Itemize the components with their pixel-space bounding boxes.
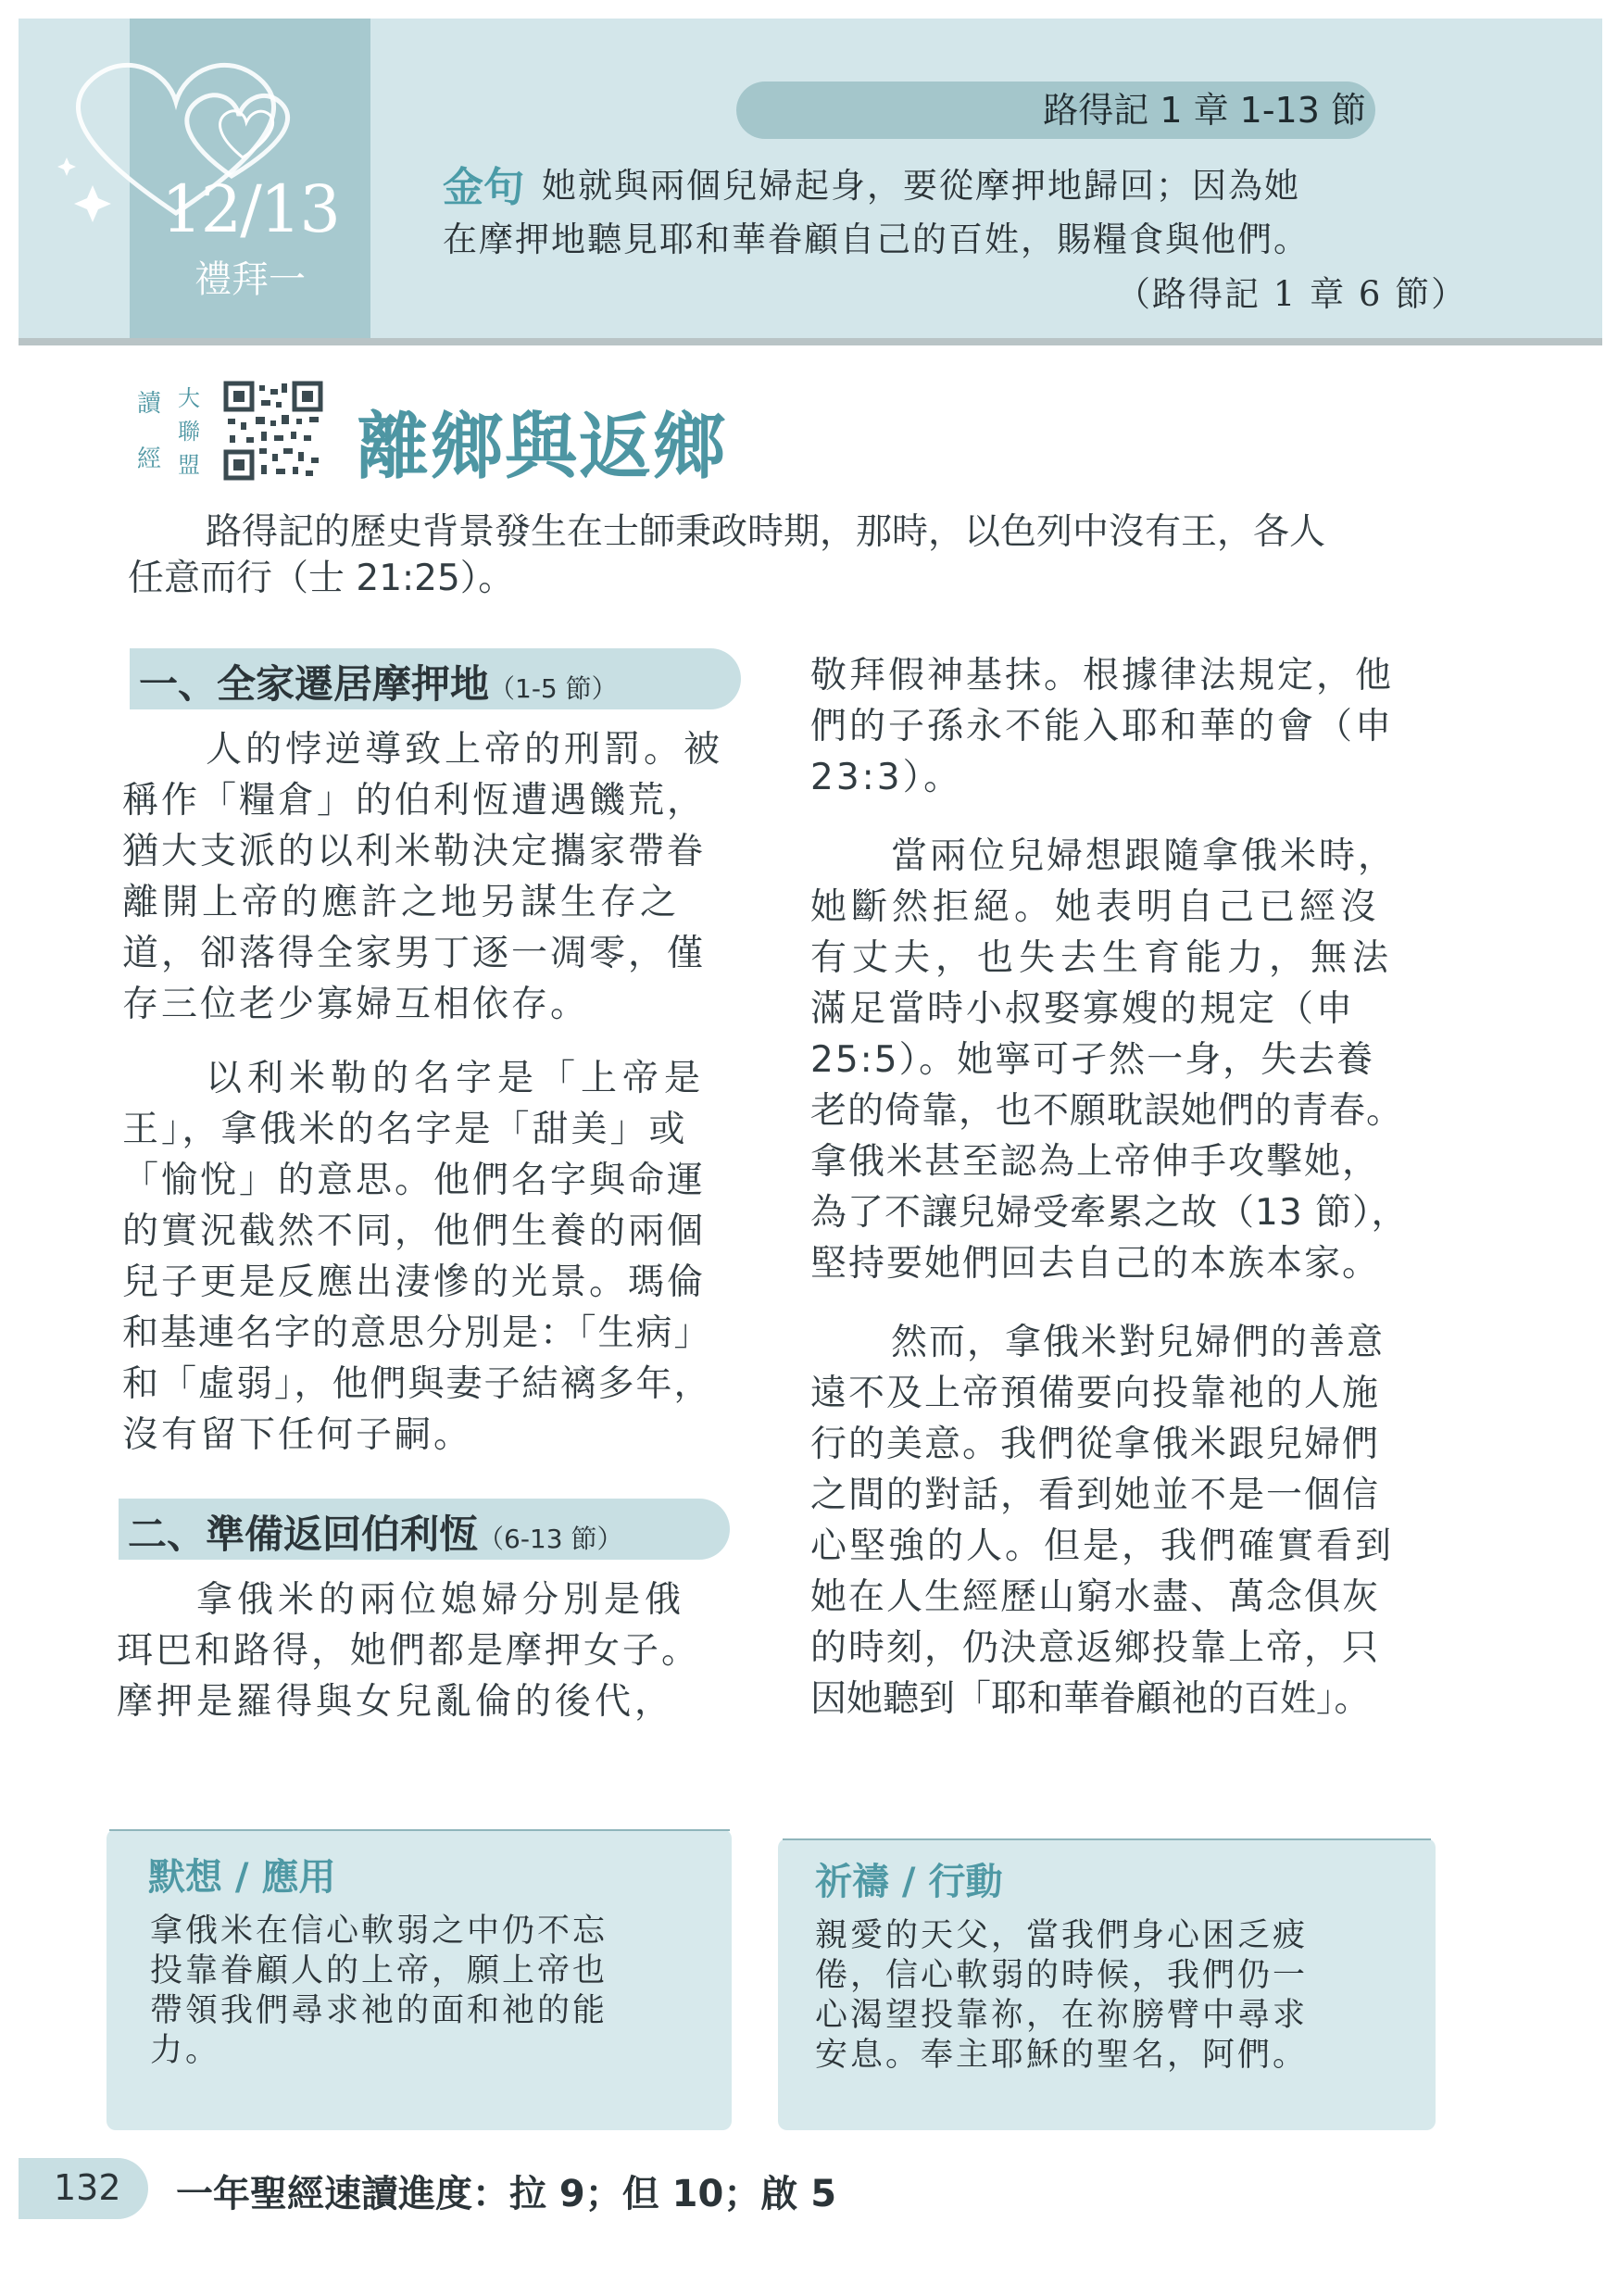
page-number: 132 <box>54 2167 121 2208</box>
body-line: 的實況截然不同，他們生養的兩個 <box>122 1211 707 1252</box>
meditation-title: 默想 / 應用 <box>148 1856 336 1899</box>
qr-code-icon[interactable] <box>222 380 324 482</box>
body-line: 猶大支派的以利米勒決定攜家帶眷 <box>122 831 707 872</box>
body-line: 然而，拿俄米對兒婦們的善意 <box>891 1322 1386 1363</box>
qr-label: 盟 <box>178 452 200 478</box>
body-line: 有丈夫，也失去生育能力，無法 <box>810 937 1395 979</box>
meditation-line: 投靠眷顧人的上帝，願上帝也 <box>150 1952 608 1989</box>
body-line: 以利米勒的名字是「上帝是 <box>206 1058 707 1099</box>
qr-label: 經 <box>137 445 162 473</box>
body-line: 堅持要她們回去自己的本族本家。 <box>810 1243 1381 1285</box>
qr-label: 聯 <box>178 419 200 445</box>
scripture-ref: 路得記 1 章 1-13 節 <box>1043 90 1366 131</box>
page-title: 離鄉與返鄉 <box>357 405 728 489</box>
box-divider <box>109 1829 730 1831</box>
body-line: 遠不及上帝預備要向投靠祂的人施 <box>810 1373 1381 1414</box>
section-heading: 二、準備返回伯利恆（6-13 節） <box>128 1512 623 1557</box>
body-line: 當兩位兒婦想跟隨拿俄米時， <box>891 835 1398 877</box>
body-line: 人的悖逆導致上帝的刑罰。被 <box>206 729 724 771</box>
body-line: 滿足當時小叔娶寡嫂的規定（申 <box>810 988 1356 1030</box>
body-line: 拿俄米的兩位媳婦分別是俄 <box>196 1579 686 1621</box>
body-line: 心堅強的人。但是，我們確實看到 <box>810 1525 1395 1567</box>
body-line: 道，卻落得全家男丁逐一凋零，僅 <box>122 933 707 974</box>
section-heading: 一、全家遷居摩押地（1-5 節） <box>139 661 618 707</box>
body-line: 的時刻，仍決意返鄉投靠上帝，只 <box>810 1627 1381 1669</box>
body-line: 她斷然拒絕。她表明自己已經沒 <box>810 886 1382 928</box>
body-line: 和基連名字的意思分別是：「生病」 <box>122 1312 712 1354</box>
body-line: 23:3）。 <box>810 757 963 798</box>
body-line: 存三位老少寡婦互相依存。 <box>122 984 590 1025</box>
header-divider <box>19 338 1602 345</box>
intro-line: 任意而行（士 21:25）。 <box>128 558 515 599</box>
qr-label: 讀 <box>137 390 162 418</box>
intro-line: 路得記的歷史背景發生在士師秉政時期，那時，以色列中沒有王，各人 <box>206 511 1326 553</box>
meditation-line: 力。 <box>150 2032 221 2069</box>
prayer-line: 倦，信心軟弱的時候，我們仍一 <box>815 1957 1309 1994</box>
body-line: 珥巴和路得，她們都是摩押女子。 <box>117 1630 701 1672</box>
box-divider <box>783 1838 1431 1840</box>
body-line: 們的子孫永不能入耶和華的會（申 <box>810 706 1395 747</box>
date: 12/13 <box>161 171 339 247</box>
body-line: 離開上帝的應許之地另謀生存之 <box>122 882 681 923</box>
reading-progress: 一年聖經速讀進度：拉 9；但 10；啟 5 <box>176 2173 837 2215</box>
body-line: 行的美意。我們從拿俄米跟兒婦們 <box>810 1424 1381 1465</box>
prayer-title: 祈禱 / 行動 <box>815 1861 1003 1903</box>
body-line: 老的倚靠，也不願耽誤她們的青春。 <box>810 1090 1404 1132</box>
prayer-line: 安息。奉主耶穌的聖名，阿們。 <box>815 2037 1309 2074</box>
body-line: 她在人生經歷山窮水盡、萬念俱灰 <box>810 1576 1381 1618</box>
golden-verse-label: 金句 <box>443 164 524 211</box>
body-line: 因她聽到「耶和華眷顧祂的百姓」。 <box>810 1678 1371 1720</box>
meditation-line: 拿俄米在信心軟弱之中仍不忘 <box>150 1913 608 1950</box>
meditation-line: 帶領我們尋求祂的面和祂的能 <box>150 1992 608 2029</box>
body-line: 摩押是羅得與女兒亂倫的後代， <box>117 1681 675 1723</box>
body-line: 拿俄米甚至認為上帝伸手攻擊她， <box>810 1141 1381 1183</box>
body-line: 稱作「糧倉」的伯利恆遭遇饑荒， <box>122 780 707 822</box>
body-line: 和「虛弱」，他們與妻子結褵多年， <box>122 1363 712 1405</box>
body-line: 「愉悅」的意思。他們名字與命運 <box>122 1160 707 1201</box>
qr-label: 大 <box>178 385 200 411</box>
prayer-line: 心渴望投靠祢，在祢膀臂中尋求 <box>815 1997 1309 2034</box>
body-line: 為了不讓兒婦受牽累之故（13 節）， <box>810 1192 1409 1234</box>
body-line: 25:5）。她寧可孑然一身，失去養 <box>810 1039 1375 1081</box>
golden-verse-ref: （路得記 1 章 6 節） <box>1116 274 1468 314</box>
body-line: 王」，拿俄米的名字是「甜美」或 <box>122 1109 688 1150</box>
body-line: 兒子更是反應出淒慘的光景。瑪倫 <box>122 1261 707 1303</box>
qr-block[interactable] <box>130 380 333 482</box>
weekday: 禮拜一 <box>194 258 306 301</box>
body-line: 敬拜假神基抹。根據律法規定，他 <box>810 655 1395 696</box>
golden-verse-line: 在摩押地聽見耶和華眷顧自己的百姓，賜糧食與他們。 <box>443 220 1310 259</box>
prayer-line: 親愛的天父，當我們身心困乏疲 <box>815 1917 1309 1954</box>
body-line: 沒有留下任何子嗣。 <box>122 1414 473 1456</box>
body-line: 之間的對話，看到她並不是一個信 <box>810 1474 1381 1516</box>
golden-verse-line: 她就與兩個兒婦起身，要從摩押地歸回；因為她 <box>542 166 1300 206</box>
